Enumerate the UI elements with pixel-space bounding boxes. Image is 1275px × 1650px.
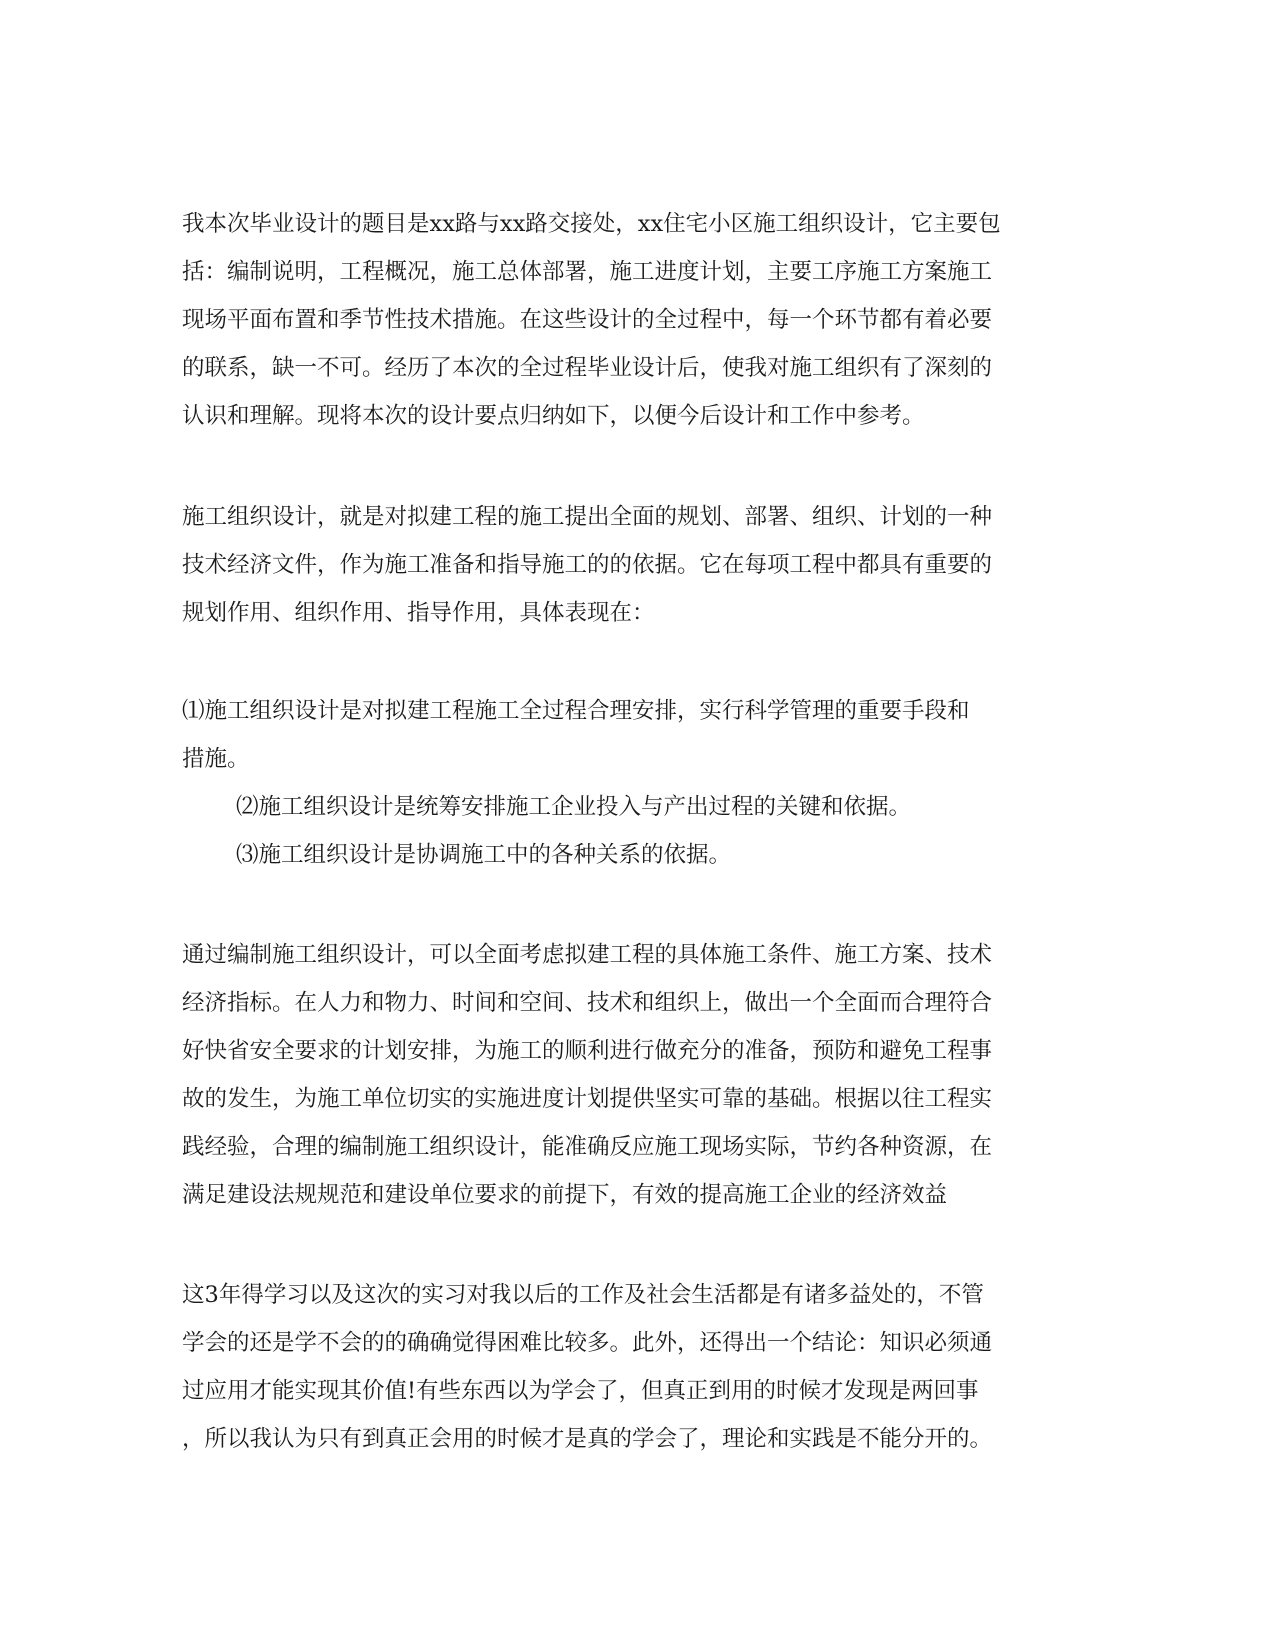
text-line: 我本次毕业设计的题目是xx路与xx路交接处，xx住宅小区施工组织设计，它主要包 bbox=[182, 211, 1001, 237]
text-line: 括：编制说明，工程概况，施工总体部署，施工进度计划，主要工序施工方案施工 bbox=[182, 259, 993, 285]
paragraph-internship-reflection bbox=[182, 1271, 1094, 1463]
paragraph-construction-design-definition bbox=[182, 493, 1094, 637]
text-line: 学会的还是学不会的的确确觉得困难比较多。此外，还得出一个结论：知识必须通 bbox=[182, 1330, 993, 1356]
list-item-3: ⑶施工组织设计是协调施工中的各种关系的依据。 bbox=[236, 842, 732, 868]
text-line: 好快省安全要求的计划安排，为施工的顺利进行做充分的准备，预防和避免工程事 bbox=[182, 1038, 993, 1064]
text-line: 现场平面布置和季节性技术措施。在这些设计的全过程中，每一个环节都有着必要 bbox=[182, 307, 993, 333]
list-item-1-continued: 措施。 bbox=[182, 746, 250, 772]
text-line: 认识和理解。现将本次的设计要点归纳如下，以便今后设计和工作中参考。 bbox=[182, 403, 925, 429]
text-line: 通过编制施工组织设计，可以全面考虑拟建工程的具体施工条件、施工方案、技术 bbox=[182, 942, 993, 968]
list-item-1: ⑴施工组织设计是对拟建工程施工全过程合理安排，实行科学管理的重要手段和 bbox=[182, 698, 970, 724]
paragraph-design-benefits bbox=[182, 931, 1094, 1219]
list-item-2: ⑵施工组织设计是统筹安排施工企业投入与产出过程的关键和依据。 bbox=[236, 794, 912, 820]
text-line: 施工组织设计，就是对拟建工程的施工提出全面的规划、部署、组织、计划的一种 bbox=[182, 504, 993, 530]
text-line: 过应用才能实现其价值!有些东西以为学会了，但真正到用的时候才发现是两回事 bbox=[182, 1378, 979, 1404]
paragraph-graduation-design-summary bbox=[182, 200, 1094, 440]
text-line: ，所以我认为只有到真正会用的时候才是真的学会了，理论和实践是不能分开的。 bbox=[182, 1426, 993, 1452]
text-line: 故的发生，为施工单位切实的实施进度计划提供坚实可靠的基础。根据以往工程实 bbox=[182, 1086, 993, 1112]
text-line: 规划作用、组织作用、指导作用，具体表现在： bbox=[182, 600, 655, 626]
text-line: 满足建设法规规范和建设单位要求的前提下，有效的提高施工企业的经济效益 bbox=[182, 1182, 948, 1208]
text-line: 的联系，缺一不可。经历了本次的全过程毕业设计后，使我对施工组织有了深刻的 bbox=[182, 355, 993, 381]
text-line: 这3年得学习以及这次的实习对我以后的工作及社会生活都是有诸多益处的，不管 bbox=[182, 1282, 984, 1308]
paragraph-numbered-list bbox=[182, 687, 1094, 879]
text-line: 经济指标。在人力和物力、时间和空间、技术和组织上，做出一个全面而合理符合 bbox=[182, 990, 993, 1016]
text-line: 技术经济文件，作为施工准备和指导施工的的依据。它在每项工程中都具有重要的 bbox=[182, 552, 993, 578]
text-line: 践经验，合理的编制施工组织设计，能准确反应施工现场实际，节约各种资源，在 bbox=[182, 1134, 993, 1160]
